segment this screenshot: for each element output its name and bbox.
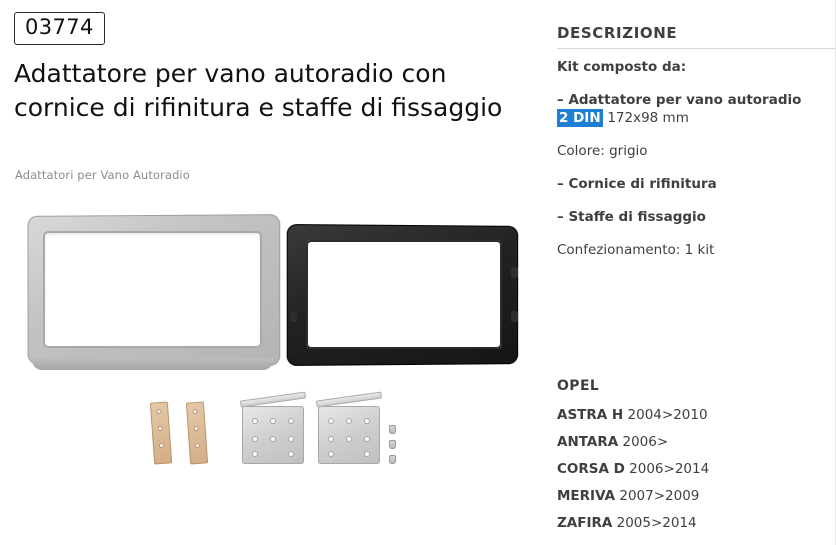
bracket-hole (346, 418, 352, 424)
vehicle-model: ZAFIRA (557, 515, 613, 531)
kit-intro-label: Kit composto da: (557, 59, 687, 75)
bracket-hole (364, 451, 370, 457)
bracket-hole (159, 443, 164, 448)
bracket-hole (288, 451, 294, 457)
black-frame-tab (290, 267, 297, 278)
silver-frame-icon (26, 215, 279, 365)
vehicle-years: 2007>2009 (619, 488, 700, 504)
bracket-hole (192, 409, 197, 414)
product-category-label: Adattatori per Vano Autoradio (15, 168, 190, 182)
divider (557, 48, 836, 49)
screw-icon (389, 440, 396, 449)
bracket-hole (252, 451, 258, 457)
list-item (557, 461, 836, 477)
black-frame-opening (306, 240, 502, 349)
bracket-hole (252, 418, 258, 424)
list-item (557, 488, 836, 504)
screw-icon (389, 425, 396, 434)
bracket-hole (288, 418, 294, 424)
vehicle-years: 2005>2014 (616, 515, 697, 531)
metal-bracket-icon (318, 406, 380, 464)
packaging-line: Confezionamento: 1 kit (557, 242, 715, 258)
compatibility-list (557, 378, 836, 542)
vehicle-years: 2006> (622, 434, 669, 450)
bracket-hole (328, 436, 334, 442)
list-item (557, 407, 836, 423)
bracket-hole (270, 436, 276, 442)
description-list (557, 58, 836, 274)
kit-item-brackets: – Staffe di fissaggio (557, 209, 706, 225)
bracket-hole (252, 436, 258, 442)
silver-frame-opening (43, 231, 262, 348)
vehicle-model: ASTRA H (557, 407, 624, 423)
bracket-hole (195, 443, 200, 448)
bracket-hole (328, 451, 334, 457)
adapter-dimensions: 172x98 mm (607, 110, 689, 126)
bracket-hole (158, 426, 163, 431)
vehicle-model: CORSA D (557, 461, 625, 477)
bracket-hole (346, 436, 352, 442)
color-line: Colore: grigio (557, 143, 648, 159)
metal-bracket-icon (242, 406, 304, 464)
vehicle-model: MERIVA (557, 488, 616, 504)
product-code-badge: 03774 (14, 12, 105, 45)
description-heading: DESCRIZIONE (557, 24, 678, 42)
compat-brand-label: OPEL (557, 378, 600, 394)
bracket-hole (364, 418, 370, 424)
product-image (0, 200, 540, 530)
description-panel (545, 0, 836, 545)
kit-item-trim: – Cornice di rifinitura (557, 176, 717, 192)
bracket-hole (194, 426, 199, 431)
black-frame-tab (290, 311, 297, 322)
bracket-hole (288, 436, 294, 442)
bracket-hole (328, 418, 334, 424)
list-item (557, 515, 836, 531)
silver-frame-lip (32, 358, 273, 370)
vehicle-model: ANTARA (557, 434, 619, 450)
plastic-bracket-icon (186, 401, 208, 464)
page-title: Adattatore per vano autoradio con cornice di rifinitura e staffe di fissaggio (14, 59, 503, 122)
kit-item-adapter-text: – Adattatore per vano autoradio (557, 92, 802, 108)
plastic-bracket-icon (150, 401, 172, 464)
black-frame-icon (288, 225, 520, 365)
black-frame-tab (511, 267, 518, 278)
bracket-hole (270, 418, 276, 424)
bracket-hole (156, 409, 161, 414)
vehicle-years: 2004>2010 (627, 407, 708, 423)
din-highlight: 2 DIN (559, 110, 601, 126)
screw-icon (389, 455, 396, 464)
kit-item-adapter (557, 91, 836, 127)
vehicle-years: 2006>2014 (629, 461, 710, 477)
black-frame-tab (511, 311, 518, 322)
list-item (557, 434, 836, 450)
bracket-hole (364, 436, 370, 442)
